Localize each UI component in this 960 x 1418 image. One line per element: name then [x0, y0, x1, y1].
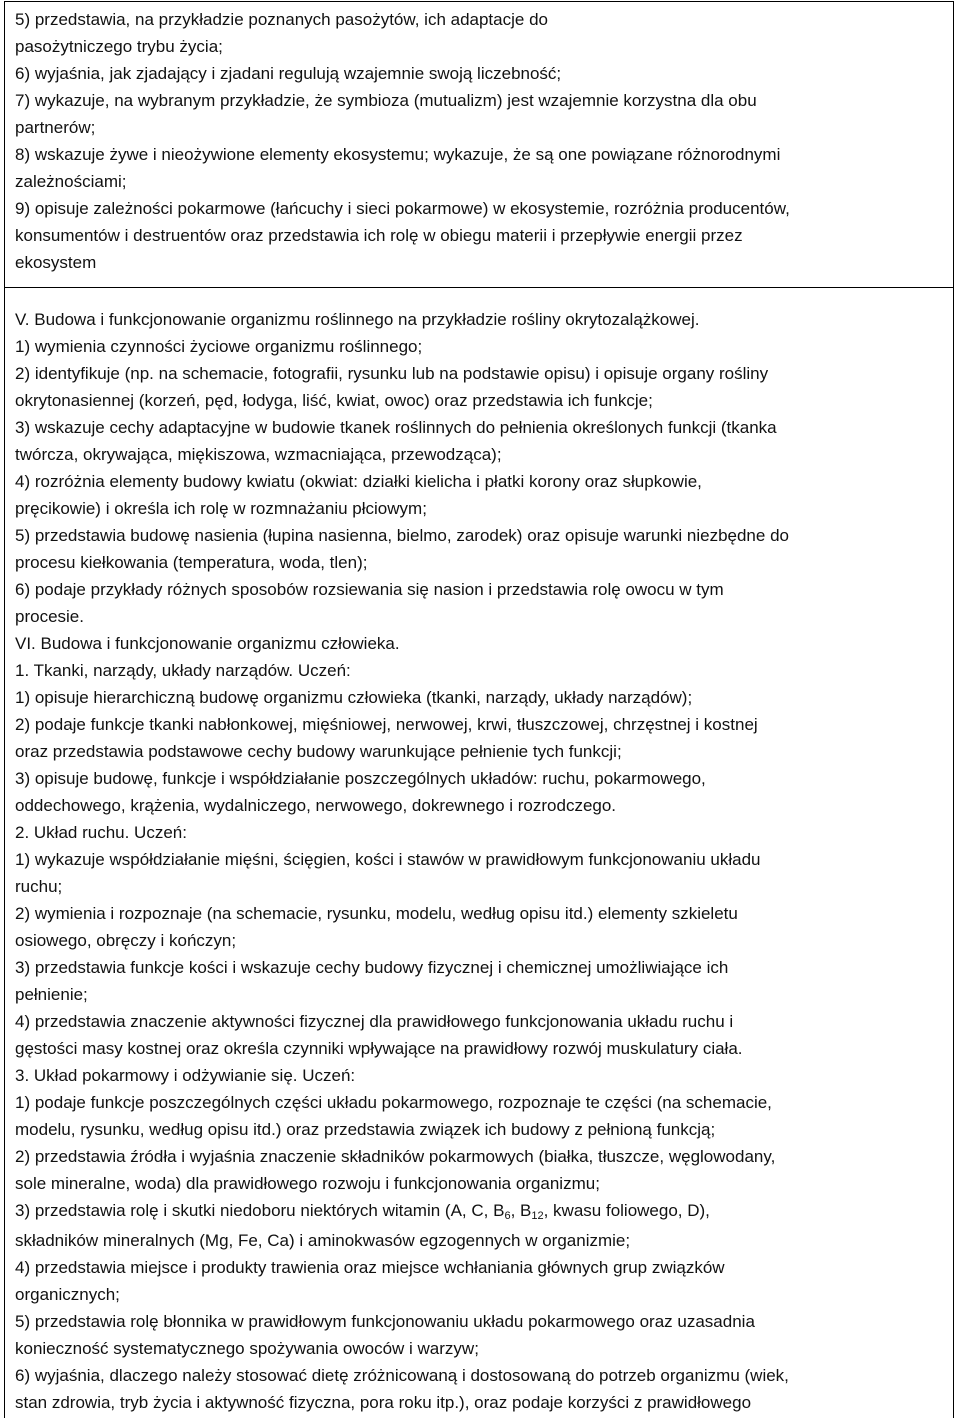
- text-line: 3) wskazuje cechy adaptacyjne w budowie tkanek roślinnych do pełnienia określonych funkcji (tkanka: [15, 418, 777, 437]
- text-line: modelu, rysunku, według opisu itd.) oraz przedstawia związek ich budowy z pełnioną funkcją;: [15, 1120, 716, 1139]
- text-line: 8) wskazuje żywe i nieożywione elementy ekosystemu; wykazuje, że są one powiązane różnorodnymi: [15, 145, 781, 164]
- text-line: gęstości masy kostnej oraz określa czynniki wpływające na prawidłowy rozwój muskulatury ciała.: [15, 1039, 743, 1058]
- text-line: 5) przedstawia rolę błonnika w prawidłowym funkcjonowaniu układu pokarmowego oraz uzasadnia: [15, 1312, 755, 1331]
- text-fragment: , B: [510, 1201, 532, 1220]
- text-line: 4) przedstawia miejsce i produkty trawienia oraz miejsce wchłaniania głównych grup związków: [15, 1258, 725, 1277]
- text-line: 3) opisuje budowę, funkcje i współdziałanie poszczególnych układów: ruchu, pokarmowego,: [15, 769, 706, 788]
- text-line: twórcza, okrywająca, miękiszowa, wzmacniająca, przewodząca);: [15, 445, 502, 464]
- text-fragment: 3) przedstawia rolę i skutki niedoboru niektórych witamin (A, C, B: [15, 1201, 505, 1220]
- text-line: procesie.: [15, 607, 84, 626]
- text-line: 1) wykazuje współdziałanie mięśni, ścięgien, kości i stawów w prawidłowym funkcjonowaniu układu: [15, 850, 761, 869]
- text-line: 4) przedstawia znaczenie aktywności fizycznej dla prawidłowego funkcjonowania układu ruchu i: [15, 1012, 734, 1031]
- text-line: konieczność systematycznego spożywania owoców i warzyw;: [15, 1339, 479, 1358]
- text-line: 3) przedstawia funkcje kości i wskazuje cechy budowy fizycznej i chemicznej umożliwiające ich: [15, 958, 729, 977]
- text-line: 5) przedstawia, na przykładzie poznanych pasożytów, ich adaptacje do: [15, 10, 548, 29]
- text-line: 2) przedstawia źródła i wyjaśnia znaczenie składników pokarmowych (białka, tłuszcze, węglowodany,: [15, 1147, 776, 1166]
- text-line: pręcikowie) i określa ich rolę w rozmnażaniu płciowym;: [15, 499, 427, 518]
- text-line: 7) wykazuje, na wybranym przykładzie, że symbioza (mutualizm) jest wzajemnie korzystna dla obu: [15, 91, 757, 110]
- text-line: 2) identyfikuje (np. na schemacie, fotografii, rysunku lub na podstawie opisu) i opisuje organy rośliny: [15, 364, 769, 383]
- text-line: procesu kiełkowania (temperatura, woda, tlen);: [15, 553, 368, 572]
- subscript: 6: [504, 1210, 511, 1222]
- section-heading-human: VI. Budowa i funkcjonowanie organizmu człowieka.: [15, 634, 400, 653]
- text-line: osiowego, obręczy i kończyn;: [15, 931, 237, 950]
- text-line: oddechowego, krążenia, wydalniczego, nerwowego, dokrewnego i rozrodczego.: [15, 796, 617, 815]
- text-line: okrytonasiennej (korzeń, pęd, łodyga, liść, kwiat, owoc) oraz przedstawia ich funkcje;: [15, 391, 653, 410]
- text-line: stan zdrowia, tryb życia i aktywność fizyczna, pora roku itp.), oraz podaje korzyści z prawidłowego: [15, 1393, 752, 1412]
- text-line: ekosystem: [15, 253, 97, 272]
- text-line: oraz przedstawia podstawowe cechy budowy warunkujące pełnienie tych funkcji;: [15, 742, 622, 761]
- subsection-heading-tissues: 1. Tkanki, narządy, układy narządów. Uczeń:: [15, 661, 351, 680]
- text-line: pasożytniczego trybu życia;: [15, 37, 223, 56]
- text-line-vitamins: [15, 1197, 943, 1227]
- text-line: partnerów;: [15, 118, 96, 137]
- section-heading-plant: V. Budowa i funkcjonowanie organizmu roślinnego na przykładzie rośliny okrytozalążkowej.: [15, 310, 700, 329]
- text-line: 2) podaje funkcje tkanki nabłonkowej, mięśniowej, nerwowej, krwi, tłuszczowej, chrzęstnej i kostnej: [15, 715, 758, 734]
- text-line: konsumentów i destruentów oraz przedstawia ich rolę w obiegu materii i przepływie energii przez: [15, 226, 743, 245]
- text-line: sole mineralne, woda) dla prawidłowego rozwoju i funkcjonowania organizmu;: [15, 1174, 600, 1193]
- text-line: 9) opisuje zależności pokarmowe (łańcuchy i sieci pokarmowe) w ekosystemie, rozróżnia producentów,: [15, 199, 790, 218]
- text-line: 4) rozróżnia elementy budowy kwiatu (okwiat: działki kielicha i płatki korony oraz słupkowie,: [15, 472, 702, 491]
- text-line: 1) podaje funkcje poszczególnych części układu pokarmowego, rozpoznaje te części (na schemacie,: [15, 1093, 772, 1112]
- subsection-heading-digestive: 3. Układ pokarmowy i odżywianie się. Uczeń:: [15, 1066, 356, 1085]
- text-line: 6) podaje przykłady różnych sposobów rozsiewania się nasion i przedstawia rolę owocu w tym: [15, 580, 724, 599]
- text-line: 6) wyjaśnia, jak zjadający i zjadani regulują wzajemnie swoją liczebność;: [15, 64, 562, 83]
- text-line: 6) wyjaśnia, dlaczego należy stosować dietę zróżnicowaną i dostosowaną do potrzeb organizmu (wiek,: [15, 1366, 789, 1385]
- text-fragment: , kwasu foliowego, D),: [543, 1201, 710, 1220]
- text-line: 1) wymienia czynności życiowe organizmu roślinnego;: [15, 337, 423, 356]
- text-line: pełnienie;: [15, 985, 88, 1004]
- text-line: 2) wymienia i rozpoznaje (na schemacie, rysunku, modelu, według opisu itd.) elementy szkieletu: [15, 904, 738, 923]
- subsection-heading-movement: 2. Układ ruchu. Uczeń:: [15, 823, 187, 842]
- text-line: organicznych;: [15, 1285, 120, 1304]
- text-line: 5) przedstawia budowę nasienia (łupina nasienna, bielmo, zarodek) oraz opisuje warunki niezbędne do: [15, 526, 789, 545]
- text-line: ruchu;: [15, 877, 63, 896]
- table-cell-organism-objectives: [4, 288, 954, 1418]
- subscript: 12: [531, 1210, 544, 1222]
- table-cell-ecosystem-objectives: [4, 1, 954, 288]
- text-line: składników mineralnych (Mg, Fe, Ca) i aminokwasów egzogennych w organizmie;: [15, 1231, 631, 1250]
- text-line: zależnościami;: [15, 172, 127, 191]
- text-line: 1) opisuje hierarchiczną budowę organizmu człowieka (tkanki, narządy, układy narządów);: [15, 688, 693, 707]
